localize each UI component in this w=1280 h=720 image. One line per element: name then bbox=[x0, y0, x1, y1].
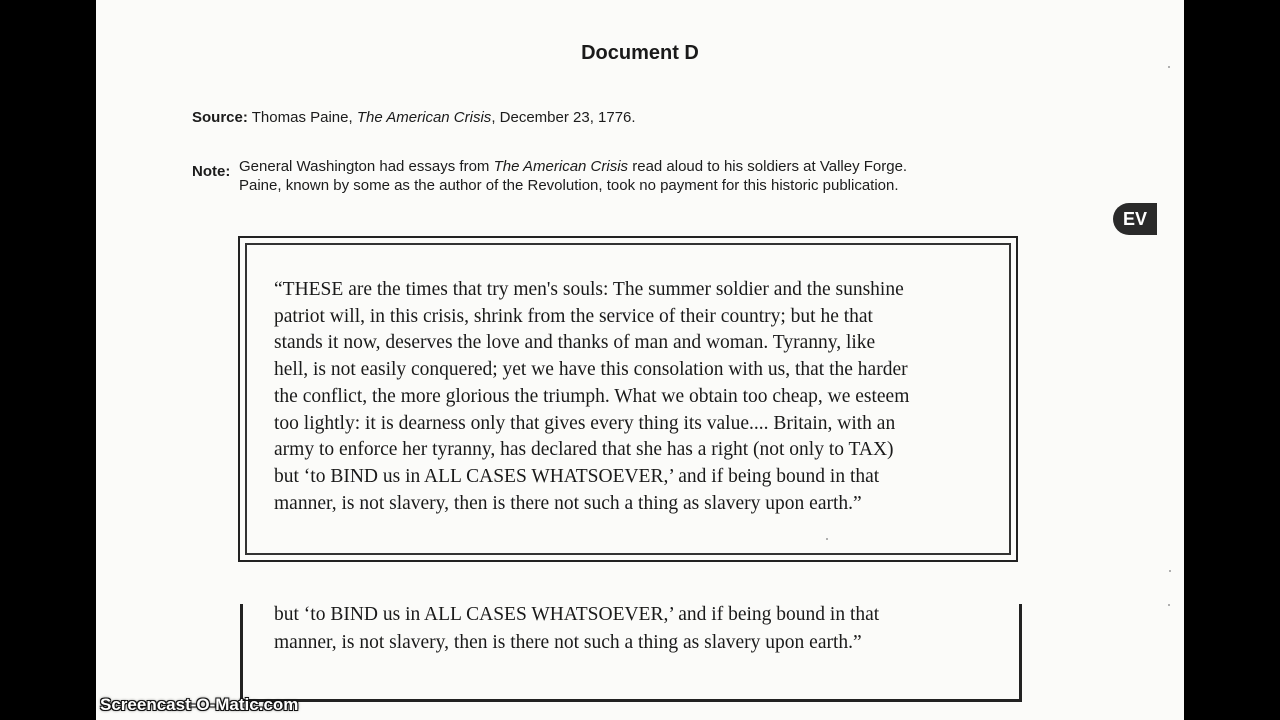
note-text bbox=[239, 157, 1019, 195]
source-author: Thomas Paine, bbox=[251, 109, 353, 126]
quote-line: stands it now, deserves the love and thanks of man and woman. Tyranny, like bbox=[274, 332, 876, 354]
repeat-quote-line: manner, is not slavery, then is there not such a thing as slavery upon earth.” bbox=[274, 632, 862, 653]
note-label: Note: bbox=[192, 163, 231, 180]
box-bottom-border bbox=[240, 699, 1022, 702]
quote-line: too lightly: it is dearness only that gives every thing its value.... Britain, with an bbox=[274, 412, 896, 434]
box-left-border bbox=[240, 604, 243, 704]
quote-line: army to enforce her tyranny, has declared that she has a right (not only to TAX) bbox=[274, 439, 894, 461]
box-right-border bbox=[1019, 604, 1022, 702]
source-work: The American Crisis bbox=[356, 109, 492, 126]
quote-line: patriot will, in this crisis, shrink from the service of their country; but he that bbox=[274, 305, 873, 327]
scan-speck bbox=[1169, 570, 1171, 572]
quote-line: hell, is not easily conquered; yet we have this consolation with us, that the harder bbox=[274, 359, 908, 381]
document-page bbox=[96, 0, 1184, 720]
note-line-2: Paine, known by some as the author of the Revolution, took no payment for this historic publication. bbox=[239, 177, 899, 194]
quote-line: manner, is not slavery, then is there not such a thing as slavery upon earth.” bbox=[274, 492, 862, 514]
note-work: The American Crisis bbox=[493, 158, 629, 175]
source-date: , December 23, 1776. bbox=[491, 109, 636, 126]
source-label: Source: bbox=[192, 109, 248, 126]
scan-speck bbox=[1168, 604, 1170, 606]
page-title: Document D bbox=[581, 42, 699, 64]
source-line bbox=[192, 108, 636, 127]
scan-speck bbox=[826, 538, 828, 540]
quote-line: “THESE are the times that try men's souls: The summer soldier and the sunshine bbox=[274, 279, 904, 300]
scan-speck bbox=[1168, 66, 1170, 68]
repeat-quote-text bbox=[274, 601, 994, 657]
screencast-watermark: Screencast-O-Matic.com bbox=[100, 695, 299, 714]
quote-line: but ‘to BIND us in ALL CASES WHATSOEVER,’ and if being bound in that bbox=[274, 465, 880, 487]
ev-badge: EV bbox=[1113, 203, 1157, 235]
quote-line: the conflict, the more glorious the triumph. What we obtain too cheap, we esteem bbox=[274, 385, 910, 407]
quote-text bbox=[274, 277, 994, 517]
repeat-quote-line: but ‘to BIND us in ALL CASES WHATSOEVER,’ and if being bound in that bbox=[274, 604, 880, 625]
note-line-1: General Washington had essays from The American Crisis read aloud to his soldiers at Valley Forge. bbox=[239, 158, 908, 175]
